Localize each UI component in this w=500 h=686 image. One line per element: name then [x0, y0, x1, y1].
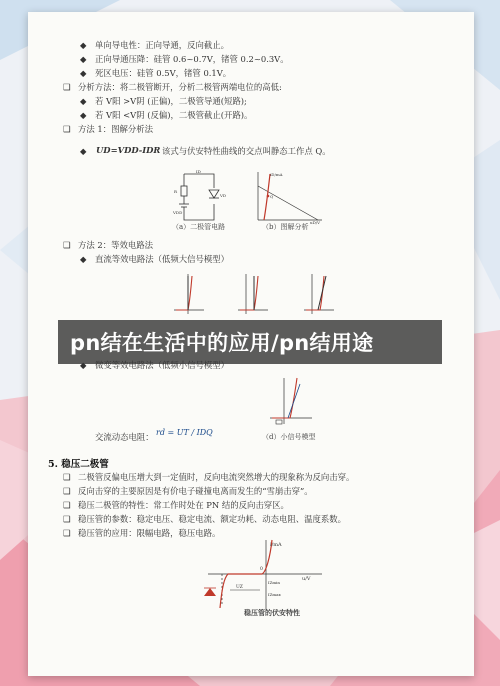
text-line: 分析方法：将二极管断开，分析二极管两端电位的高低: — [78, 82, 282, 92]
bullet-square: ❑ — [63, 240, 71, 250]
bullet-diamond: ◆ — [80, 68, 87, 78]
figure-caption: 稳压管的伏安特性 — [244, 608, 300, 617]
figure-caption: （d）小信号模型 — [262, 433, 316, 441]
text-line: 正向导通压降：硅管 0.6~0.7V，锗管 0.2~0.3V。 — [95, 54, 289, 64]
text-line: 反向击穿的主要原因是有价电子碰撞电离而发生的“雪崩击穿”。 — [78, 486, 313, 496]
text-line: 稳压二极管的特性：常工作时处在 PN 结的反向击穿区。 — [78, 500, 289, 510]
svg-text:iD/mA: iD/mA — [270, 172, 283, 177]
bullet-square: ❑ — [63, 514, 71, 524]
text-line: 二极管反偏电压增大到一定值时，反向电流突然增大的现象称为反向击穿。 — [78, 472, 355, 482]
svg-text:VDD: VDD — [173, 210, 183, 215]
diode-circuit-diagram — [172, 168, 242, 226]
svg-text:ID: ID — [196, 169, 201, 174]
svg-text:Q: Q — [270, 194, 274, 199]
bullet-square: ❑ — [63, 124, 71, 134]
text-line: 方法 2：等效电路法 — [78, 240, 153, 250]
bullet-diamond: ◆ — [80, 360, 87, 370]
bullet-diamond: ◆ — [80, 110, 87, 120]
bullet-diamond: ◆ — [80, 40, 87, 50]
zener-iv-characteristic — [200, 538, 330, 614]
bullet-square: ❑ — [63, 472, 71, 482]
svg-text:IZmin: IZmin — [268, 580, 281, 585]
svg-text:0: 0 — [260, 567, 263, 572]
piecewise-linear-model-curve — [298, 270, 338, 318]
svg-text:u/V: u/V — [302, 576, 311, 582]
section-heading: 5. 稳压二极管 — [48, 459, 109, 470]
figure-caption: （a）二极管电路 — [172, 223, 226, 231]
svg-text:uD/V: uD/V — [310, 220, 321, 225]
constant-drop-model-curve — [232, 270, 272, 318]
text-line: 直流等效电路法（低频大信号模型） — [95, 254, 229, 264]
figure-caption: （b）图解分析 — [262, 223, 309, 231]
svg-text:R: R — [174, 189, 178, 194]
svg-text:i/mA: i/mA — [270, 542, 282, 548]
bullet-square: ❑ — [63, 82, 71, 92]
svg-text:IZmax: IZmax — [268, 592, 281, 597]
bullet-square: ❑ — [63, 528, 71, 538]
svg-text:UZ: UZ — [236, 585, 243, 590]
text-line: 若 V阳 >V阴 (正偏)，二极管导通(短路); — [95, 96, 247, 106]
title-banner — [58, 320, 442, 364]
text-line: 稳压管的应用：限幅电路，稳压电路。 — [78, 528, 221, 538]
formula-ud: UD=VDD-IDR — [96, 145, 161, 155]
text-line: 方法 1：图解分析法 — [78, 124, 153, 134]
text-line: 交流动态电阻： — [95, 432, 154, 442]
text-line: 死区电压：硅管 0.5V，锗管 0.1V。 — [95, 68, 232, 78]
bullet-diamond: ◆ — [80, 96, 87, 106]
text-line: 微变等效电路法（低频小信号模型） — [95, 360, 229, 370]
bullet-diamond: ◆ — [80, 54, 87, 64]
ideal-model-curve — [168, 270, 208, 318]
text-line: 若 V阳 <V阴 (反偏)，二极管截止(开路)。 — [95, 110, 253, 120]
banner-title: pn结在生活中的应用/pn结用途 — [70, 331, 374, 355]
svg-text:VD: VD — [220, 193, 227, 198]
bullet-diamond: ◆ — [80, 254, 87, 264]
small-signal-model-plot — [266, 374, 316, 430]
formula-rd: rd = UT / IDQ — [156, 428, 213, 437]
bullet-diamond: ◆ — [80, 146, 87, 156]
bullet-square: ❑ — [63, 486, 71, 496]
graphical-analysis-plot — [250, 168, 325, 226]
text-line: 单向导电性：正向导通，反向截止。 — [95, 40, 229, 50]
bullet-square: ❑ — [63, 500, 71, 510]
text-line: 稳压管的参数：稳定电压、稳定电流、额定功耗、动态电阻、温度系数。 — [78, 514, 346, 524]
text-line: 该式与伏安特性曲线的交点叫静态工作点 Q。 — [162, 146, 331, 156]
